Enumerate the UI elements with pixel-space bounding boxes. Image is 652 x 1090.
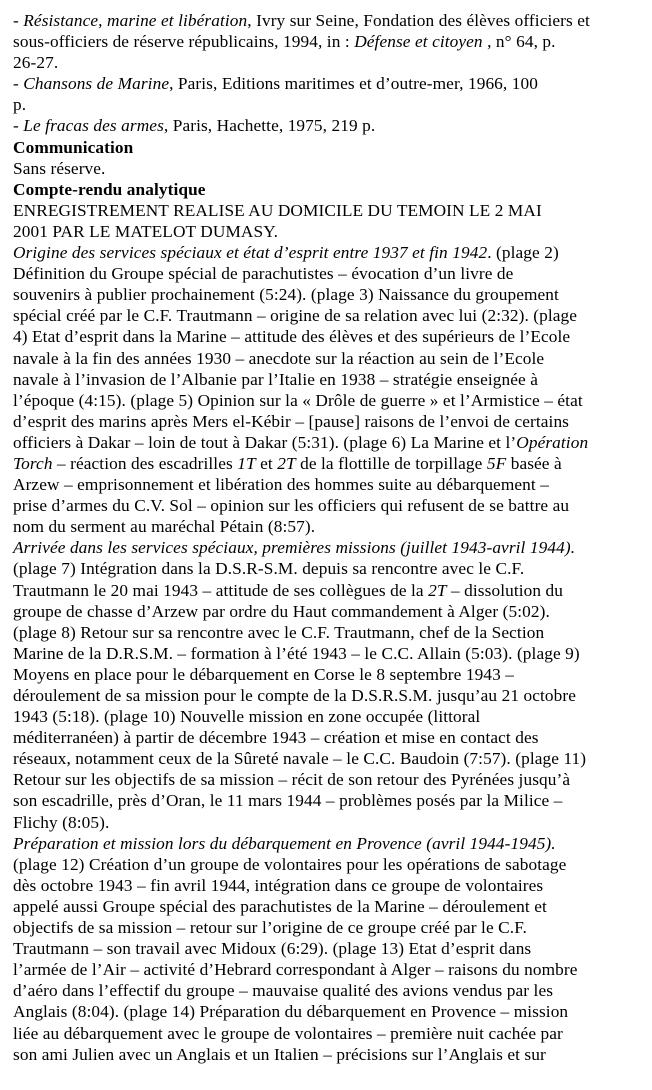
text-segment: l’armée de l’Air – activité d’Hebrard correspondant à Alger – raisons du nombre — [13, 960, 578, 980]
text-segment: 1943 (5:18). (plage 10) Nouvelle mission en zone occupée (littoral — [13, 707, 481, 727]
text-segment: Arzew – emprisonnement et libération des hommes suite au débarquement – — [13, 475, 549, 495]
text-line — [13, 263, 646, 284]
text-line — [13, 1023, 646, 1044]
document-text — [13, 10, 646, 1065]
text-line — [13, 685, 646, 706]
text-line — [13, 896, 646, 917]
text-line — [13, 348, 646, 369]
text-line — [13, 432, 646, 453]
text-segment: , Ivry sur Seine, Fondation des élèves officiers et — [247, 11, 590, 30]
text-segment: 26-27. — [13, 53, 59, 73]
text-segment: - — [13, 74, 24, 94]
text-segment: d’esprit des marins après Mers el-Kébir – [pause] raisons de l’envoi de certains — [13, 411, 570, 431]
text-line — [13, 706, 646, 727]
text-line — [13, 516, 646, 537]
text-line — [13, 917, 646, 938]
text-segment: Flichy (8:05). — [13, 812, 110, 832]
text-line — [13, 31, 646, 52]
text-segment: spécial créé par le C.F. Trautmann – origine de sa relation avec lui (2:32). (plage — [13, 306, 578, 326]
text-segment: Moyens en place pour le débarquement en Corse le 8 septembre 1943 – — [13, 664, 514, 684]
text-line — [13, 200, 646, 221]
text-line — [13, 73, 646, 94]
text-segment: réseaux, notamment ceux de la Sûreté navale – le C.C. Baudoin (7:57). (plage 11) — [13, 749, 587, 769]
text-line — [13, 812, 646, 833]
text-line — [13, 326, 646, 347]
text-line — [13, 748, 646, 769]
text-segment: 2T — [277, 453, 296, 473]
text-line — [13, 790, 646, 811]
text-segment: , Paris, Hachette, 1975, 219 p. — [163, 116, 376, 136]
text-line — [13, 601, 646, 622]
text-segment: appelé aussi Groupe spécial des parachutistes de la Marine – déroulement et — [13, 896, 547, 916]
text-segment: , n° 64, p. — [482, 32, 556, 52]
text-segment: Définition du Groupe spécial de parachutistes – évocation d’un livre de — [13, 264, 514, 284]
text-segment: 5F — [486, 453, 507, 473]
text-segment: son ami Julien avec un Anglais et un Italien – précisions sur l’Anglais et sur — [13, 1044, 546, 1064]
text-line — [13, 580, 646, 601]
text-segment: Défense et citoyen — [354, 32, 483, 52]
text-line — [13, 115, 646, 136]
text-line — [13, 769, 646, 790]
text-segment: sous-officiers de réserve républicains, 1994, in : — [13, 32, 355, 52]
text-segment: Anglais (8:04). (plage 14) Préparation du débarquement en Provence – mission — [13, 1002, 569, 1022]
text-segment: Résistance, marine et libération — [23, 11, 248, 30]
text-segment: (plage 12) Création d’un groupe de volontaires pour les opérations de sabotage — [13, 854, 567, 874]
text-line — [13, 411, 646, 432]
text-segment: dès octobre 1943 – fin avril 1944, intégration dans ce groupe de volontaires — [13, 875, 544, 895]
text-line — [13, 622, 646, 643]
text-segment: déroulement de sa mission pour le compte de la D.S.R.S.M. jusqu’au 21 octobre — [13, 686, 577, 705]
text-segment: Opération — [516, 432, 589, 452]
text-segment: 2001 PAR LE MATELOT DUMASY. — [13, 221, 278, 241]
text-line — [13, 938, 646, 959]
text-segment: (plage 8) Retour sur sa rencontre avec le C.F. Trautmann, chef de la Section — [13, 622, 545, 642]
text-line — [13, 643, 646, 664]
text-line — [13, 833, 646, 854]
text-line — [13, 305, 646, 326]
text-segment: Trautmann – son travail avec Midoux (6:29). (plage 13) Etat d’esprit dans — [13, 939, 532, 959]
text-line — [13, 94, 646, 115]
text-line — [13, 959, 646, 980]
text-line — [13, 980, 646, 1001]
text-line — [13, 1044, 646, 1065]
text-segment: – réaction des escadrilles — [52, 453, 238, 473]
text-segment: Torch — [13, 453, 53, 473]
text-segment: nom du serment au maréchal Pétain (8:57). — [13, 517, 316, 537]
text-line — [13, 221, 646, 242]
text-segment: Chansons de Marine — [23, 74, 170, 94]
text-segment: et — [255, 453, 278, 473]
text-segment: de la flottille de torpillage — [295, 453, 487, 473]
text-segment: l’époque (4:15). (plage 5) Opinion sur la « Drôle de guerre » et l’Armistice – état — [13, 390, 583, 410]
text-segment: Origine des services spéciaux et état d’esprit entre 1937 et fin 1942 — [13, 243, 488, 263]
text-segment: ENREGISTREMENT REALISE AU DOMICILE DU TEMOIN LE 2 MAI — [13, 200, 542, 220]
text-segment: - — [13, 116, 24, 136]
text-line — [13, 137, 646, 158]
text-segment: 2T — [428, 580, 447, 600]
text-line — [13, 179, 646, 200]
text-segment: , Paris, Editions maritimes et d’outre-mer, 1966, 100 — [169, 74, 538, 94]
text-segment: . (plage 2) — [487, 243, 559, 263]
text-segment: Sans réserve. — [13, 158, 106, 178]
text-line — [13, 369, 646, 390]
text-line — [13, 495, 646, 516]
text-line — [13, 727, 646, 748]
text-segment: prise d’armes du C.V. Sol – opinion sur les officiers qui refusent de se battre au — [13, 496, 570, 516]
text-segment: méditerranéen) à partir de décembre 1943 – création et mise en contact des — [13, 728, 539, 748]
text-segment: Trautmann le 20 mai 1943 – attitude de ses collègues de la — [13, 580, 429, 600]
text-segment: Préparation et mission lors du débarquement en Provence (avril 1944-1945). — [13, 833, 556, 853]
text-segment: liée au débarquement avec le groupe de volontaires – première nuit cachée par — [13, 1023, 563, 1043]
text-line — [13, 664, 646, 685]
text-segment: objectifs de sa mission – retour sur l’origine de ce groupe créé par le C.F. — [13, 918, 527, 938]
text-line — [13, 558, 646, 579]
text-line — [13, 474, 646, 495]
text-segment: basée à — [506, 453, 562, 473]
text-line — [13, 284, 646, 305]
text-segment: groupe de chasse d’Arzew par ordre du Haut commandement à Alger (5:02). — [13, 601, 550, 621]
text-segment: Communication — [13, 137, 134, 157]
text-segment: 1T — [237, 453, 256, 473]
text-segment: Compte-rendu analytique — [13, 179, 206, 199]
text-segment: Le fracas des armes — [23, 116, 164, 136]
text-segment: (plage 7) Intégration dans la D.S.R-S.M. depuis sa rencontre avec le C.F. — [13, 559, 525, 579]
text-segment: d’aéro dans l’effectif du groupe – mauvaise qualité des avions vendus par les — [13, 981, 554, 1001]
text-line — [13, 537, 646, 558]
text-line — [13, 1001, 646, 1022]
text-segment: son escadrille, près d’Oran, le 11 mars 1944 – problèmes posés par la Milice – — [13, 791, 563, 811]
text-line — [13, 453, 646, 474]
text-segment: Arrivée dans les services spéciaux, premières missions (juillet 1943-avril 1944). — [13, 538, 576, 558]
text-segment: Marine de la D.R.S.M. – formation à l’été 1943 – le C.C. Allain (5:03). (plage 9) — [13, 643, 580, 663]
text-line — [13, 390, 646, 411]
text-segment: 4) Etat d’esprit dans la Marine – attitude des élèves et des supérieurs de l’Ecole — [13, 327, 571, 347]
text-segment: p. — [13, 95, 27, 115]
text-line — [13, 242, 646, 263]
text-line — [13, 854, 646, 875]
text-segment: Retour sur les objectifs de sa mission – récit de son retour des Pyrénées jusqu’à — [13, 770, 571, 790]
text-segment: navale à la fin des années 1930 – anecdote sur la réaction au sein de l’Ecole — [13, 348, 545, 368]
text-segment: navale à l’invasion de l’Albanie par l’Italie en 1938 – stratégie enseignée à — [13, 369, 538, 389]
text-segment: officiers à Dakar – loin de tout à Dakar (5:31). (plage 6) La Marine et l’ — [13, 432, 517, 452]
text-line — [13, 875, 646, 896]
text-segment: – dissolution du — [446, 580, 564, 600]
text-line — [13, 158, 646, 179]
text-line — [13, 52, 646, 73]
text-segment: souvenirs à publier prochainement (5:24). (plage 3) Naissance du groupement — [13, 285, 559, 305]
text-segment: - — [13, 11, 24, 30]
text-line — [13, 10, 646, 31]
